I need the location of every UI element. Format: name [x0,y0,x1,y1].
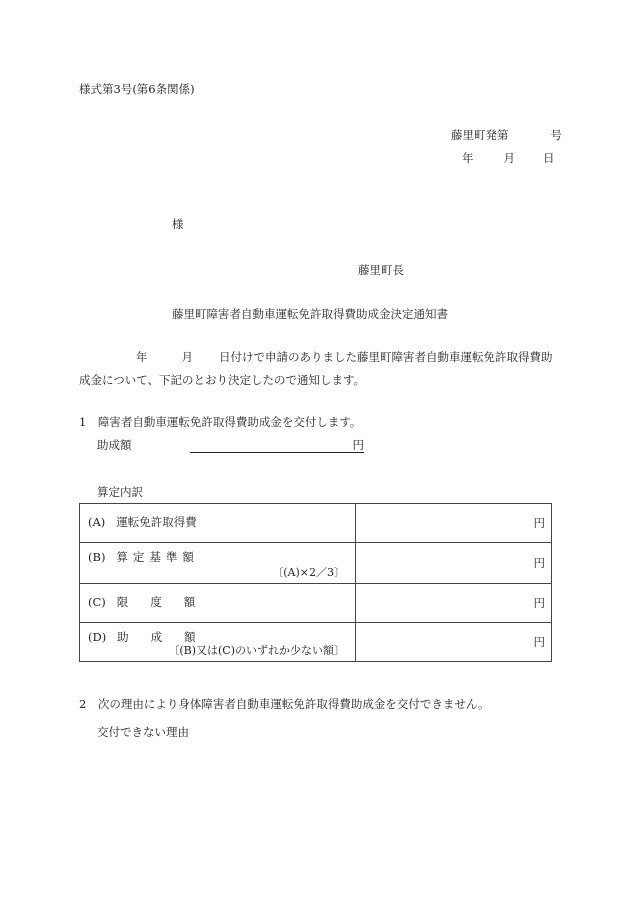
row-mark: (D) [88,630,107,644]
row-label-cell [80,504,356,543]
row-label-cell [80,543,356,584]
item-1: 1 障害者自動車運転免許取得費助成金を交付します。 [79,415,362,429]
issuer: 藤里町長 [358,263,404,277]
amount-field [190,437,364,453]
row-unit: 円 [533,635,545,649]
issue-date [462,150,555,166]
amount-unit: 円 [352,438,364,452]
doc-number-prefix: 藤里町発第 [451,128,509,142]
row-label-text: 運転免許取得費 [116,515,197,529]
date-month: 月 [503,151,515,165]
row-label-text: 限度額 [116,595,218,609]
document-title: 藤里町障害者自動車運転免許取得費助成金決定通知書 [172,307,448,321]
form-number: 様式第3号(第6条関係) [79,82,195,96]
date-day: 日 [543,151,555,165]
row-unit: 円 [533,516,545,530]
row-mark: (A) [88,515,106,529]
document-number [451,127,562,143]
row-note: 〔(B)又は(C)のいずれか少ない額〕 [168,644,345,657]
table-row [80,543,552,584]
row-mark: (B) [88,550,106,564]
body-line-1 [79,349,553,365]
row-value-cell [356,504,552,543]
reason-label: 交付できない理由 [97,725,189,739]
row-label [88,514,197,530]
row-value-cell [356,584,552,623]
table-row [80,504,552,543]
body-line-1-text: 日付けで申請のありました藤里町障害者自動車運転免許取得費助 [219,350,553,364]
row-label-text: 助成額 [117,630,218,644]
row-label-cell [80,584,356,623]
body-month: 月 [181,350,193,364]
amount-label: 助成額 [97,438,132,452]
item-2: 2 次の理由により身体障害者自動車運転免許取得費助成金を交付できません。 [79,697,490,711]
doc-number-suffix: 号 [550,128,562,142]
row-value-cell [356,623,552,662]
row-unit: 円 [533,596,545,610]
row-value-cell [356,543,552,584]
date-year: 年 [462,151,474,165]
calculation-table [79,503,552,662]
table-row [80,584,552,623]
breakdown-label: 算定内訳 [97,485,143,499]
row-note: 〔(A)×2／3〕 [272,566,345,579]
table-row [80,623,552,662]
row-label-text: 算定基準額 [116,550,199,564]
row-label [88,549,199,565]
row-label [88,594,217,610]
row-label-cell [80,623,356,662]
body-line-2: 成金について、下記のとおり決定したので通知します。 [79,373,366,387]
row-unit: 円 [533,556,545,570]
row-mark: (C) [88,595,106,609]
body-year: 年 [136,350,148,364]
addressee: 様 [172,217,184,231]
